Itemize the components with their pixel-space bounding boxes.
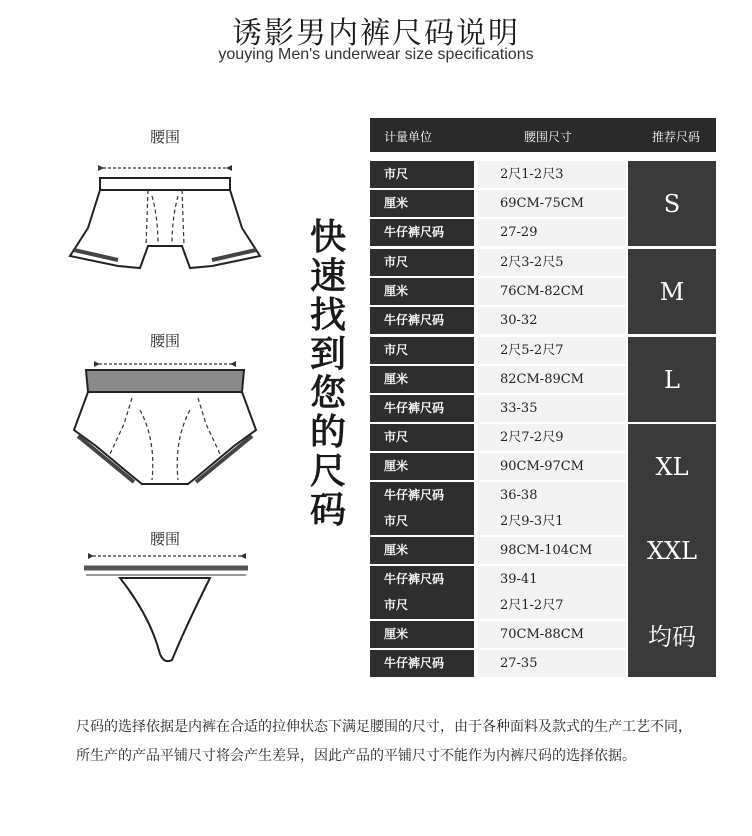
table-row (370, 219, 626, 247)
unit-cell: 牛仔裤尺码 (370, 219, 474, 246)
header-unit: 计量单位 (384, 130, 433, 144)
page-subtitle: youying Men's underwear size specifications (218, 46, 534, 63)
value-cell: 90CM-97CM (478, 453, 626, 480)
value-cell: 76CM-82CM (478, 278, 626, 305)
unit-cell: 厘米 (370, 537, 474, 564)
value-cell: 98CM-104CM (478, 537, 626, 564)
unit-cell: 牛仔裤尺码 (370, 566, 474, 593)
boxer-illustration (60, 148, 270, 308)
table-row (370, 424, 626, 452)
boxer-diagram (60, 120, 270, 300)
unit-cell: 厘米 (370, 621, 474, 648)
table-row (370, 337, 626, 365)
unit-cell: 市尺 (370, 508, 474, 535)
table-row (370, 249, 626, 277)
value-cell: 2尺1-2尺3 (478, 161, 626, 188)
value-cell: 2尺9-3尺1 (478, 508, 626, 535)
table-row (370, 537, 626, 565)
table-row (370, 508, 626, 536)
vertical-title-char: 速 (309, 255, 346, 297)
vertical-title-char: 快 (309, 216, 346, 258)
size-cell-m: M (628, 249, 716, 334)
value-cell: 27-29 (478, 219, 626, 246)
size-cell-one-size: 均码 (628, 592, 716, 677)
table-row (370, 650, 626, 678)
unit-cell: 牛仔裤尺码 (370, 395, 474, 422)
vertical-title-char: 您 (309, 372, 346, 414)
size-cell-l: L (628, 337, 716, 422)
value-cell: 69CM-75CM (478, 190, 626, 217)
vertical-title-char: 的 (309, 411, 346, 453)
value-cell: 30-32 (478, 307, 626, 334)
table-row (370, 161, 626, 189)
value-cell: 70CM-88CM (478, 621, 626, 648)
table-row (370, 278, 626, 306)
value-cell: 33-35 (478, 395, 626, 422)
table-row (370, 592, 626, 620)
thong-waist-label: 腰围 (149, 530, 180, 548)
value-cell: 82CM-89CM (478, 366, 626, 393)
value-cell: 2尺5-2尺7 (478, 337, 626, 364)
thong-illustration (60, 546, 270, 676)
size-table-header (370, 118, 716, 152)
value-cell: 2尺1-2尺7 (478, 592, 626, 619)
unit-cell: 厘米 (370, 190, 474, 217)
table-row (370, 366, 626, 394)
table-row (370, 395, 626, 423)
table-row (370, 482, 626, 510)
unit-cell: 市尺 (370, 337, 474, 364)
unit-cell: 市尺 (370, 249, 474, 276)
size-cell-xl: XL (628, 424, 716, 509)
header-waist: 腰围尺寸 (524, 130, 573, 144)
unit-cell: 牛仔裤尺码 (370, 482, 474, 509)
page-title: 诱影男内裤尺码说明 (232, 16, 520, 51)
table-row (370, 621, 626, 649)
brief-waist-label: 腰围 (149, 332, 180, 350)
brief-illustration (60, 350, 270, 500)
unit-cell: 市尺 (370, 424, 474, 451)
table-row (370, 307, 626, 335)
vertical-title (303, 218, 353, 530)
unit-cell: 厘米 (370, 278, 474, 305)
boxer-waist-label: 腰围 (149, 128, 180, 146)
size-note: 尺码的选择依据是内裤在合适的拉伸状态下满足腰围的尺寸，由于各种面料及款式的生产工艺不同，所生产的产品平铺尺寸将会产生差异，因此产品的平铺尺寸不能作为内裤尺码的选择依据。 (76, 719, 692, 764)
value-cell: 2尺7-2尺9 (478, 424, 626, 451)
unit-cell: 厘米 (370, 366, 474, 393)
unit-cell: 牛仔裤尺码 (370, 307, 474, 334)
table-row (370, 453, 626, 481)
value-cell: 2尺3-2尺5 (478, 249, 626, 276)
unit-cell: 市尺 (370, 592, 474, 619)
table-row (370, 566, 626, 594)
value-cell: 36-38 (478, 482, 626, 509)
vertical-title-char: 找 (309, 294, 346, 336)
table-row (370, 190, 626, 218)
vertical-title-char: 到 (309, 333, 346, 375)
unit-cell: 厘米 (370, 453, 474, 480)
header-recommend: 推荐尺码 (652, 130, 701, 144)
vertical-title-char: 码 (309, 489, 346, 531)
value-cell: 27-35 (478, 650, 626, 677)
thong-diagram (60, 524, 270, 674)
value-cell: 39-41 (478, 566, 626, 593)
brief-diagram (60, 328, 270, 498)
unit-cell: 市尺 (370, 161, 474, 188)
size-cell-xxl: XXL (628, 508, 716, 593)
size-cell-s: S (628, 161, 716, 246)
unit-cell: 牛仔裤尺码 (370, 650, 474, 677)
vertical-title-char: 尺 (309, 450, 346, 492)
